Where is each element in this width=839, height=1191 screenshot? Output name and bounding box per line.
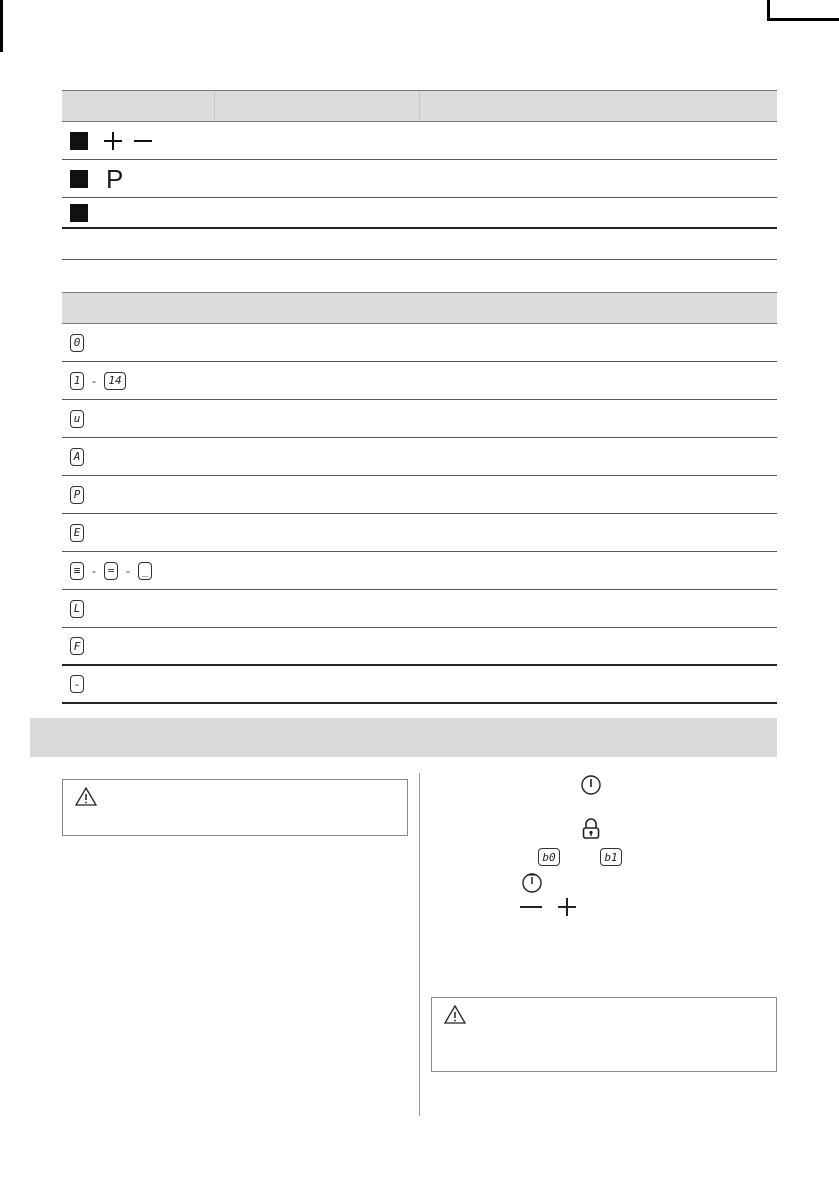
warning-icon [444,1004,466,1024]
warning-box [62,779,408,836]
display-code: b0 [538,848,560,866]
display-code: - [70,675,84,693]
display-code: 0 [70,334,84,352]
power-boost-glyph: P [106,163,124,194]
table-row [62,160,777,198]
table-row [62,400,777,438]
table-row [62,666,777,704]
plus-icon [556,896,578,918]
control-table [62,90,777,260]
table-row [62,198,777,229]
display-table-header [62,292,777,324]
display-code: 1 [70,372,84,390]
range-separator: - [92,373,96,388]
minus-icon [518,896,544,918]
timer-icon [521,872,543,894]
square-icon [70,170,88,188]
warning-box [431,997,777,1072]
lock-icon [581,818,601,840]
display-code: _ [138,562,152,580]
header-separator [214,91,215,121]
display-code: P [70,486,84,504]
square-icon [70,132,88,150]
display-code: E [70,524,84,542]
table-row [62,122,777,160]
display-code: ≡ [70,562,84,580]
column-divider [419,773,420,1116]
table-row [62,628,777,666]
header-separator [419,91,420,121]
display-code: b1 [600,848,622,866]
warning-icon [75,786,97,806]
table-row [62,590,777,628]
display-table [62,292,777,704]
display-code: 14 [104,372,126,390]
table-row [62,362,777,400]
display-code: A [70,448,84,466]
display-code: F [70,637,84,655]
crop-mark-right [767,0,770,18]
table-row [62,552,777,590]
table-row-empty [62,229,777,260]
table-row [62,438,777,476]
table-row [62,324,777,362]
display-code: L [70,600,84,618]
crop-mark-left [0,0,3,52]
section-header-band [30,718,777,757]
minus-icon [132,130,154,152]
crop-mark-right-h [767,18,839,21]
table-row [62,476,777,514]
on-off-icon [580,774,602,796]
control-table-header [62,90,777,122]
display-code: = [104,562,118,580]
plus-icon [102,130,124,152]
range-separator: - [126,563,130,578]
range-separator: - [92,563,96,578]
table-row [62,514,777,552]
square-icon [70,204,88,222]
display-code: u [70,410,84,428]
